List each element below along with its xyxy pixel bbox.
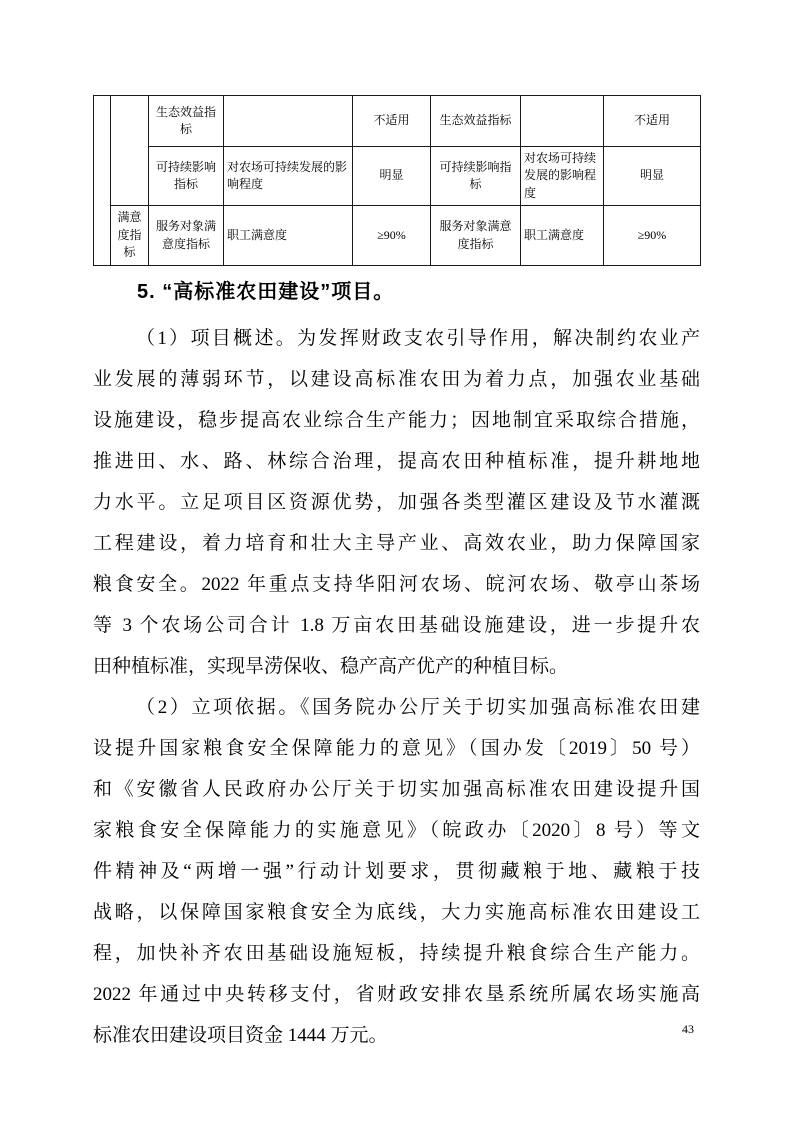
paragraph-line: 家粮食安全保障能力的实施意见》（皖政办〔2020〕8 号）等文	[93, 820, 700, 841]
paragraph-line: 工程建设，着力培育和壮大主导产业、高效农业，助力保障国家	[93, 533, 700, 554]
body-text	[93, 277, 700, 1056]
paragraph-line: 战略，以保障国家粮食安全为底线，大力实施高标准农田建设工	[93, 902, 700, 923]
page-number: 43	[682, 1022, 694, 1036]
table-cell-indicator: 生态效益指标	[149, 96, 224, 147]
paragraph-line: 和《安徽省人民政府办公厅关于切实加强高标准农田建设提升国	[93, 779, 700, 800]
table-cell-indicator: 可持续影响指标	[149, 147, 224, 206]
table-cell-subindicator	[521, 96, 604, 147]
table-cell-indicator: 可持续影响指标	[431, 147, 521, 206]
table-cell-subindicator	[224, 96, 353, 147]
paragraph-line: 程，加快补齐农田基础设施短板，持续提升粮食综合生产能力。	[93, 943, 700, 964]
paragraph-line: 业发展的薄弱环节，以建设高标准农田为着力点，加强农业基础	[93, 369, 700, 390]
paragraph-line: 等 3 个农场公司合计 1.8 万亩农田基础设施建设，进一步提升农	[93, 615, 700, 636]
paragraph-line: 力水平。立足项目区资源优势，加强各类型灌区建设及节水灌溉	[93, 492, 700, 513]
table-cell-value: ≥90%	[353, 206, 431, 266]
paragraph-line: 推进田、水、路、林综合治理，提高农田种植标准，提升耕地地	[93, 451, 700, 472]
indicator-table	[93, 95, 701, 266]
paragraph-line: 粮食安全。2022 年重点支持华阳河农场、皖河农场、敬亭山茶场	[93, 574, 700, 595]
table-cell-subindicator: 职工满意度	[521, 206, 604, 266]
section-heading: 5. “高标准农田建设”项目。	[137, 281, 395, 303]
table-cell-subindicator: 职工满意度	[224, 206, 353, 266]
table-cell-value: ≥90%	[604, 206, 701, 266]
table-cell-indicator: 生态效益指标	[431, 96, 521, 147]
paragraph-line: 件精神及“两增一强”行动计划要求，贯彻藏粮于地、藏粮于技	[93, 861, 700, 882]
table-cell-group-empty	[111, 96, 149, 206]
paragraph-line: 设提升国家粮食安全保障能力的意见》（国办发〔2019〕50 号）	[93, 738, 700, 759]
table-cell-subindicator: 对农场可持续发展的影响程度	[521, 147, 604, 206]
table-cell-value: 不适用	[604, 96, 701, 147]
paragraph-line: 标准农田建设项目资金 1444 万元。	[93, 1025, 388, 1046]
table-cell-value: 明显	[353, 147, 431, 206]
paragraph-line: 设施建设，稳步提高农业综合生产能力；因地制宜采取综合措施，	[93, 410, 700, 431]
table-cell-subindicator: 对农场可持续发展的影响程度	[224, 147, 353, 206]
table-cell-value: 不适用	[353, 96, 431, 147]
paragraph-line: （2）立项依据。《国务院办公厅关于切实加强高标准农田建	[136, 697, 700, 718]
table-cell-value: 明显	[604, 147, 701, 206]
table-cell-group-label: 满意度指标	[111, 206, 149, 266]
paragraph-line: 2022 年通过中央转移支付，省财政安排农垦系统所属农场实施高	[93, 984, 700, 1005]
paragraph-line: （1）项目概述。为发挥财政支农引导作用，解决制约农业产	[136, 328, 700, 349]
table-cell-indicator: 服务对象满意度指标	[431, 206, 521, 266]
table-cell-left-spanner	[94, 96, 111, 266]
table-cell-indicator: 服务对象满意度指标	[149, 206, 224, 266]
paragraph-line: 田种植标准，实现旱涝保收、稳产高产优产的种植目标。	[93, 656, 569, 677]
